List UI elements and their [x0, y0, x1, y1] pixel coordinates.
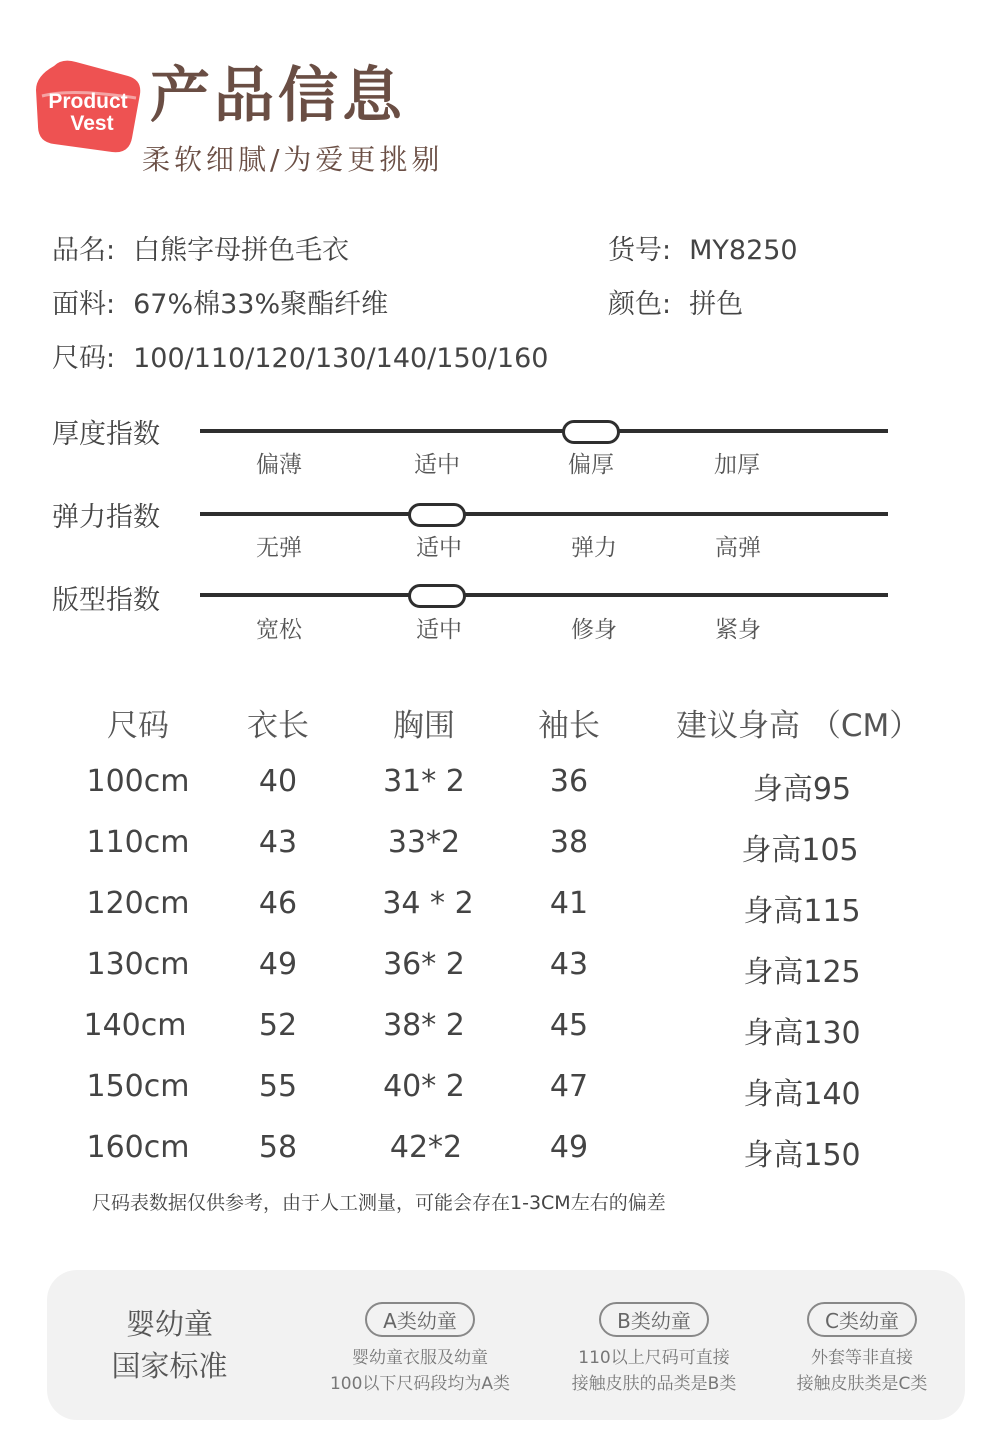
- product-name-label: 品名:: [52, 235, 116, 266]
- size-label: 尺码:: [52, 343, 116, 374]
- index-marker: [408, 584, 466, 608]
- category-desc: [534, 1345, 774, 1397]
- index-label: 版型指数: [52, 585, 160, 616]
- index-option: 紧身: [715, 617, 761, 643]
- table-cell: 身高130: [743, 1016, 861, 1051]
- category-desc-line: 外套等非直接: [811, 1348, 913, 1368]
- index-marker: [562, 420, 620, 444]
- category-desc-line: 110以上尺码可直接: [578, 1348, 730, 1368]
- index-line: [200, 593, 888, 597]
- table-cell: 120cm: [86, 886, 190, 921]
- fabric-row: [52, 282, 388, 321]
- table-cell: 33*2: [387, 825, 461, 860]
- table-cell: 46: [258, 886, 298, 921]
- table-cell: 身高150: [743, 1138, 861, 1173]
- product-name-value: 白熊字母拼色毛衣: [133, 235, 350, 266]
- table-cell: 36* 2: [383, 947, 465, 982]
- table-cell: 43: [549, 947, 589, 982]
- index-option: 偏厚: [568, 452, 614, 478]
- standard-title-line1: 婴幼童: [125, 1307, 213, 1341]
- category-b: [534, 1302, 774, 1397]
- category-desc-line: 100以下尺码段均为A类: [329, 1374, 511, 1394]
- size-row: [52, 336, 548, 375]
- category-desc: [300, 1345, 540, 1397]
- index-option: 修身: [571, 617, 617, 643]
- standard-title-line2: 国家标准: [111, 1349, 228, 1383]
- table-cell: 55: [258, 1069, 298, 1104]
- table-cell: 43: [258, 825, 298, 860]
- table-header: 尺码: [107, 708, 169, 744]
- sku-label: 货号:: [608, 235, 672, 266]
- category-tag: A类幼童: [365, 1302, 475, 1337]
- index-option: 加厚: [714, 452, 760, 478]
- table-cell: 110cm: [86, 825, 190, 860]
- table-cell: 130cm: [86, 947, 190, 982]
- category-desc-line: 接触皮肤的品类是B类: [571, 1374, 737, 1394]
- table-cell: 150cm: [86, 1069, 190, 1104]
- table-cell: 身高105: [741, 833, 859, 868]
- page-title: 产品信息: [150, 61, 406, 131]
- fabric-value: 67%棉33%聚酯纤维: [133, 289, 389, 320]
- table-cell: 49: [549, 1130, 589, 1165]
- table-cell: 49: [258, 947, 298, 982]
- table-header: 袖长: [538, 708, 600, 744]
- index-option: 适中: [414, 452, 460, 478]
- index-label: 厚度指数: [52, 419, 160, 450]
- color-row: [608, 282, 743, 321]
- page-subtitle: 柔软细腻/为爱更挑剔: [142, 143, 444, 176]
- table-cell: 34 * 2: [382, 886, 474, 921]
- table-cell: 38: [549, 825, 589, 860]
- index-marker: [408, 503, 466, 527]
- color-label: 颜色:: [608, 289, 672, 320]
- fabric-label: 面料:: [52, 289, 116, 320]
- table-cell: 42*2: [389, 1130, 463, 1165]
- color-value: 拼色: [689, 289, 744, 320]
- index-option: 宽松: [256, 617, 302, 643]
- table-cell: 100cm: [86, 764, 190, 799]
- sku-row: [608, 228, 798, 267]
- table-cell: 41: [549, 886, 589, 921]
- index-label: 弹力指数: [52, 502, 160, 533]
- table-cell: 160cm: [86, 1130, 190, 1165]
- table-header: 胸围: [393, 708, 455, 744]
- sku-value: MY8250: [689, 235, 798, 266]
- category-tag: B类幼童: [599, 1302, 709, 1337]
- category-desc: [742, 1345, 982, 1397]
- category-tag: C类幼童: [807, 1302, 917, 1337]
- table-cell: 身高115: [743, 894, 861, 929]
- badge-text-line2: Vest: [70, 112, 114, 135]
- national-standard-box: [47, 1270, 965, 1420]
- category-desc-line: 接触皮肤类是C类: [796, 1374, 928, 1394]
- table-header: 衣长: [247, 708, 309, 744]
- table-cell: 身高95: [752, 772, 852, 807]
- badge-text-line1: Product: [48, 90, 128, 113]
- index-option: 适中: [416, 617, 462, 643]
- index-option: 高弹: [715, 535, 761, 561]
- index-option: 无弹: [256, 535, 302, 561]
- category-desc-line: 婴幼童衣服及幼童: [352, 1348, 488, 1368]
- table-cell: 40* 2: [383, 1069, 465, 1104]
- category-c: [742, 1302, 982, 1397]
- index-option: 弹力: [571, 535, 617, 561]
- table-header: 建议身高 （CM）: [676, 708, 921, 744]
- table-cell: 45: [549, 1008, 589, 1043]
- category-a: [300, 1302, 540, 1397]
- index-option: 适中: [416, 535, 462, 561]
- table-cell: 47: [549, 1069, 589, 1104]
- product-name-row: [52, 228, 349, 267]
- table-cell: 36: [549, 764, 589, 799]
- table-cell: 31* 2: [383, 764, 465, 799]
- table-cell: 身高125: [743, 955, 861, 990]
- table-cell: 身高140: [743, 1077, 861, 1112]
- index-line: [200, 512, 888, 516]
- size-table-note: 尺码表数据仅供参考，由于人工测量，可能会存在1-3CM左右的偏差: [92, 1192, 666, 1214]
- table-cell: 40: [258, 764, 298, 799]
- table-cell: 52: [258, 1008, 298, 1043]
- size-value: 100/110/120/130/140/150/160: [133, 343, 549, 374]
- index-line: [200, 429, 888, 433]
- product-vest-badge: [32, 58, 144, 158]
- table-cell: 38* 2: [383, 1008, 465, 1043]
- table-cell: 58: [258, 1130, 298, 1165]
- table-cell: 140cm: [83, 1008, 187, 1043]
- index-option: 偏薄: [256, 452, 302, 478]
